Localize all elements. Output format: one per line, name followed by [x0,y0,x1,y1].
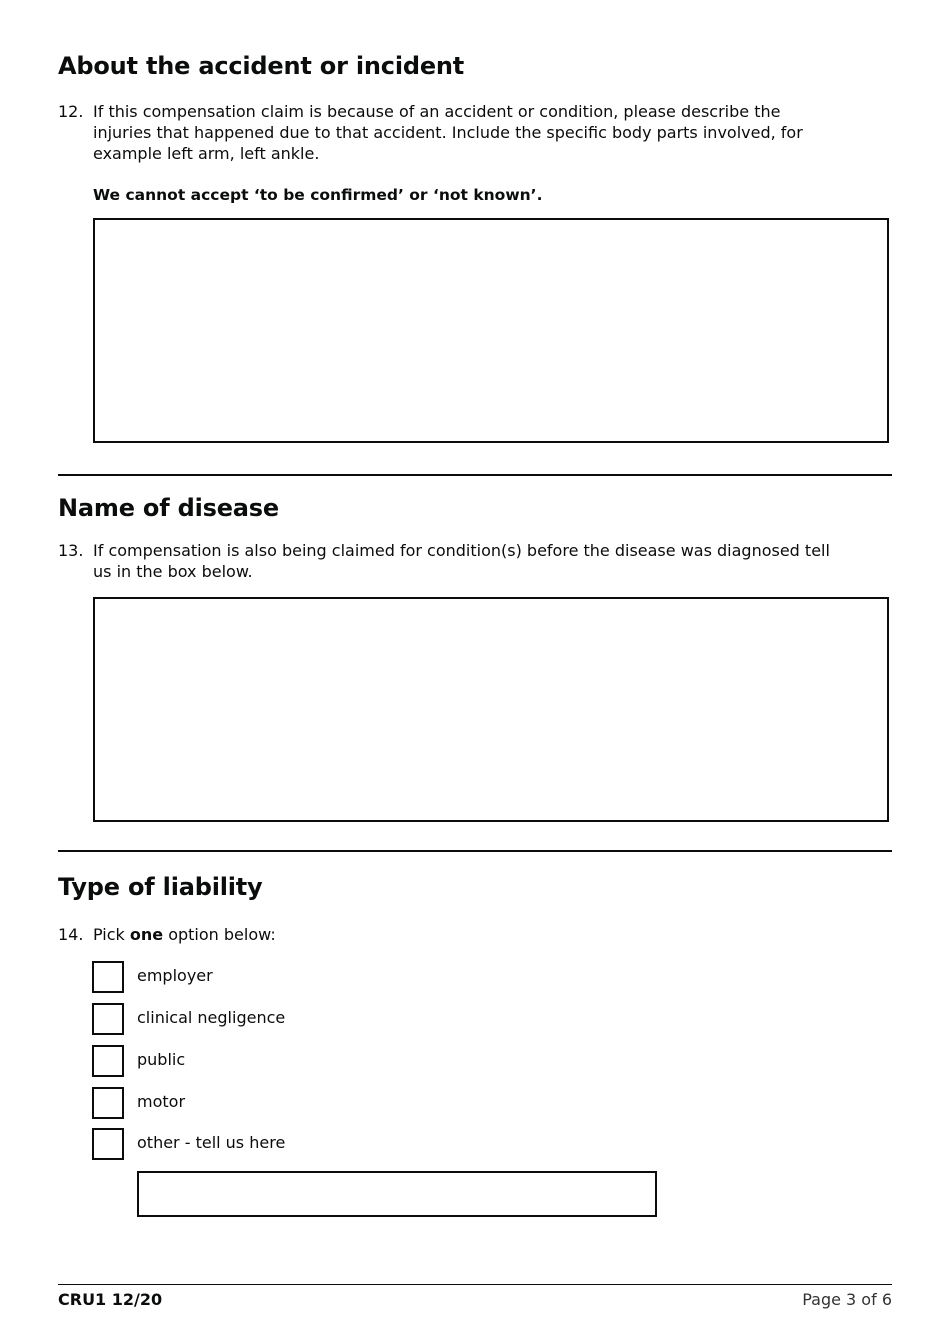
form-code: CRU1 12/20 [58,1290,163,1309]
question-12-text: If this compensation claim is because of an accident or condition, please describe the injuries that happened due to that accident. Include the specific body parts involved, for example left arm, left ankle. [93,102,803,163]
footer-divider [58,1284,892,1285]
question-14-text [93,924,276,945]
other-liability-input[interactable] [137,1171,657,1217]
question-13-text: If compensation is also being claimed for condition(s) before the disease was diagnosed tell us in the box below. [93,541,830,581]
section-divider [58,474,892,476]
question-14-text-end: option below: [163,925,276,944]
prior-conditions-box[interactable] [93,597,889,822]
checkbox-public[interactable] [92,1045,124,1077]
heading-disease: Name of disease [58,494,279,522]
option-other-label: other - tell us here [137,1133,286,1152]
checkbox-clinical-negligence[interactable] [92,1003,124,1035]
option-employer-label: employer [137,966,213,985]
question-13-number: 13. [58,541,84,560]
question-14-text-start: Pick [93,925,130,944]
question-14-text-emphasis: one [129,925,164,944]
heading-liability: Type of liability [58,873,263,901]
question-14-number: 14. [58,925,84,944]
heading-accident: About the accident or incident [58,52,465,80]
question-12-number: 12. [58,102,84,121]
question-12-note: We cannot accept ‘to be confirmed’ or ‘not known’. [93,186,543,204]
page-number: Page 3 of 6 [802,1290,892,1309]
option-public-label: public [137,1050,186,1069]
option-motor-label: motor [137,1092,186,1111]
checkbox-other[interactable] [92,1128,124,1160]
option-clinical-negligence-label: clinical negligence [137,1008,286,1027]
injuries-description-box[interactable] [93,218,889,443]
section-divider [58,850,892,852]
checkbox-employer[interactable] [92,961,124,993]
checkbox-motor[interactable] [92,1087,124,1119]
